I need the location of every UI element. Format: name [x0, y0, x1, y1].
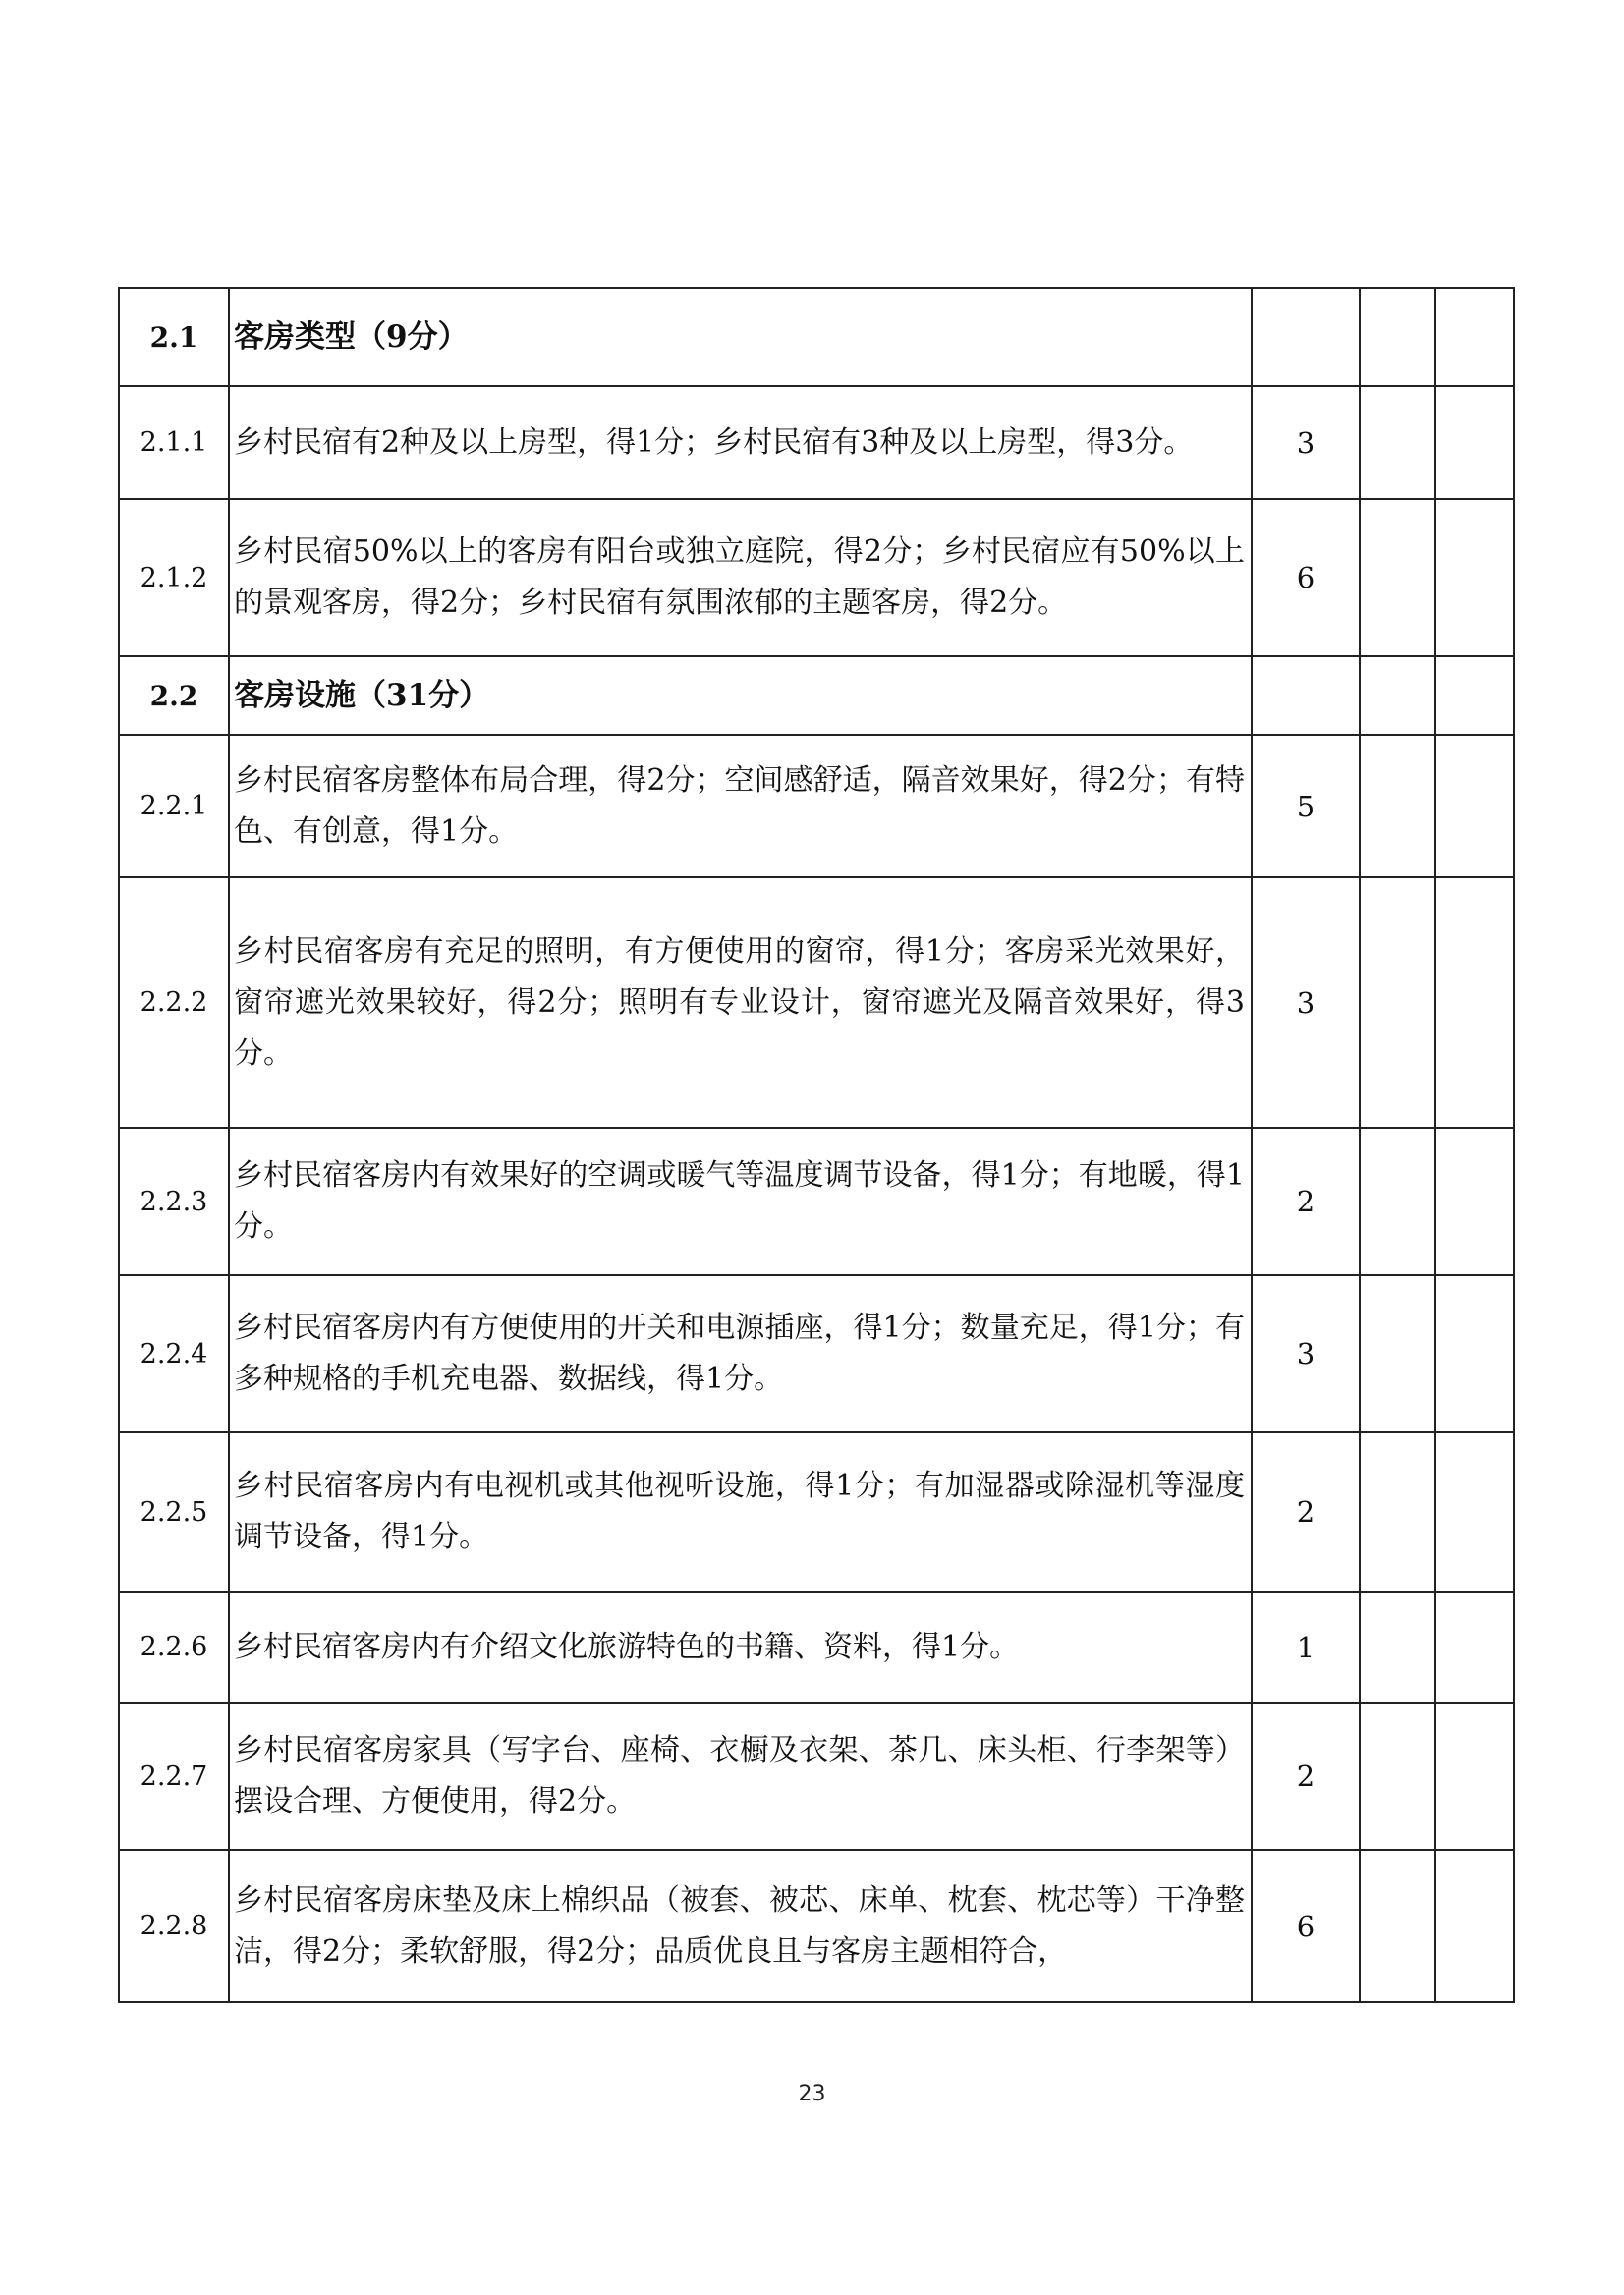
item-code: 2.2.1 — [119, 735, 229, 877]
item-code: 2.2.5 — [119, 1432, 229, 1592]
item-code: 2.2.6 — [119, 1592, 229, 1703]
table-row — [119, 1432, 1514, 1592]
item-criteria: 乡村民宿客房内有介绍文化旅游特色的书籍、资料，得1分。 — [229, 1592, 1252, 1703]
section-title: 客房类型（9分） — [229, 288, 1252, 386]
item-code: 2.2.7 — [119, 1703, 229, 1850]
blank-cell — [1435, 1850, 1514, 2002]
blank-cell — [1435, 1703, 1514, 1850]
blank-cell — [1360, 1128, 1435, 1275]
max-score-cell: 2 — [1252, 1128, 1360, 1275]
table-row — [119, 877, 1514, 1128]
table-row — [119, 1128, 1514, 1275]
blank-cell — [1435, 386, 1514, 499]
max-score-cell: 6 — [1252, 499, 1360, 656]
item-code: 2.2.2 — [119, 877, 229, 1128]
blank-cell — [1435, 1432, 1514, 1592]
page-number: 23 — [798, 2082, 826, 2106]
section-title: 客房设施（31分） — [229, 656, 1252, 735]
blank-cell — [1435, 735, 1514, 877]
table-row — [119, 386, 1514, 499]
max-score-cell: 3 — [1252, 1275, 1360, 1432]
table-row — [119, 288, 1514, 386]
max-score-cell — [1252, 656, 1360, 735]
max-score-cell: 1 — [1252, 1592, 1360, 1703]
item-code: 2.2.8 — [119, 1850, 229, 2002]
blank-cell — [1360, 499, 1435, 656]
blank-cell — [1360, 1275, 1435, 1432]
item-criteria: 乡村民宿客房整体布局合理，得2分；空间感舒适，隔音效果好，得2分；有特色、有创意，得1分。 — [229, 735, 1252, 877]
table-row — [119, 1592, 1514, 1703]
max-score-cell: 2 — [1252, 1432, 1360, 1592]
item-code: 2.2.3 — [119, 1128, 229, 1275]
table-row — [119, 1275, 1514, 1432]
blank-cell — [1435, 1592, 1514, 1703]
table-row — [119, 499, 1514, 656]
item-criteria: 乡村民宿50%以上的客房有阳台或独立庭院，得2分；乡村民宿应有50%以上的景观客房，得2分；乡村民宿有氛围浓郁的主题客房，得2分。 — [229, 499, 1252, 656]
blank-cell — [1360, 386, 1435, 499]
item-code: 2.1.2 — [119, 499, 229, 656]
max-score-cell: 5 — [1252, 735, 1360, 877]
blank-cell — [1360, 656, 1435, 735]
scoring-table — [118, 287, 1515, 2003]
max-score-cell: 2 — [1252, 1703, 1360, 1850]
item-code: 2.2.4 — [119, 1275, 229, 1432]
table-row — [119, 1850, 1514, 2002]
blank-cell — [1360, 1432, 1435, 1592]
table-row — [119, 1703, 1514, 1850]
table-row — [119, 656, 1514, 735]
max-score-cell: 3 — [1252, 386, 1360, 499]
section-code: 2.1 — [119, 288, 229, 386]
blank-cell — [1360, 288, 1435, 386]
blank-cell — [1435, 1128, 1514, 1275]
max-score-cell: 3 — [1252, 877, 1360, 1128]
blank-cell — [1360, 1703, 1435, 1850]
item-criteria: 乡村民宿客房床垫及床上棉织品（被套、被芯、床单、枕套、枕芯等）干净整洁，得2分；柔软舒服，得2分；品质优良且与客房主题相符合， — [229, 1850, 1252, 2002]
max-score-cell: 6 — [1252, 1850, 1360, 2002]
section-code: 2.2 — [119, 656, 229, 735]
item-criteria: 乡村民宿客房内有效果好的空调或暖气等温度调节设备，得1分；有地暖，得1分。 — [229, 1128, 1252, 1275]
blank-cell — [1360, 735, 1435, 877]
blank-cell — [1360, 877, 1435, 1128]
max-score-cell — [1252, 288, 1360, 386]
blank-cell — [1360, 1850, 1435, 2002]
item-criteria: 乡村民宿客房家具（写字台、座椅、衣橱及衣架、茶几、床头柜、行李架等）摆设合理、方便使用，得2分。 — [229, 1703, 1252, 1850]
blank-cell — [1435, 656, 1514, 735]
item-criteria: 乡村民宿客房内有方便使用的开关和电源插座，得1分；数量充足，得1分；有多种规格的手机充电器、数据线，得1分。 — [229, 1275, 1252, 1432]
blank-cell — [1435, 499, 1514, 656]
blank-cell — [1435, 1275, 1514, 1432]
item-criteria: 乡村民宿客房内有电视机或其他视听设施，得1分；有加湿器或除湿机等湿度调节设备，得1分。 — [229, 1432, 1252, 1592]
blank-cell — [1435, 877, 1514, 1128]
blank-cell — [1435, 288, 1514, 386]
item-criteria: 乡村民宿有2种及以上房型，得1分；乡村民宿有3种及以上房型，得3分。 — [229, 386, 1252, 499]
item-criteria: 乡村民宿客房有充足的照明，有方便使用的窗帘，得1分；客房采光效果好，窗帘遮光效果较好，得2分；照明有专业设计，窗帘遮光及隔音效果好，得3分。 — [229, 877, 1252, 1128]
blank-cell — [1360, 1592, 1435, 1703]
table-row — [119, 735, 1514, 877]
item-code: 2.1.1 — [119, 386, 229, 499]
